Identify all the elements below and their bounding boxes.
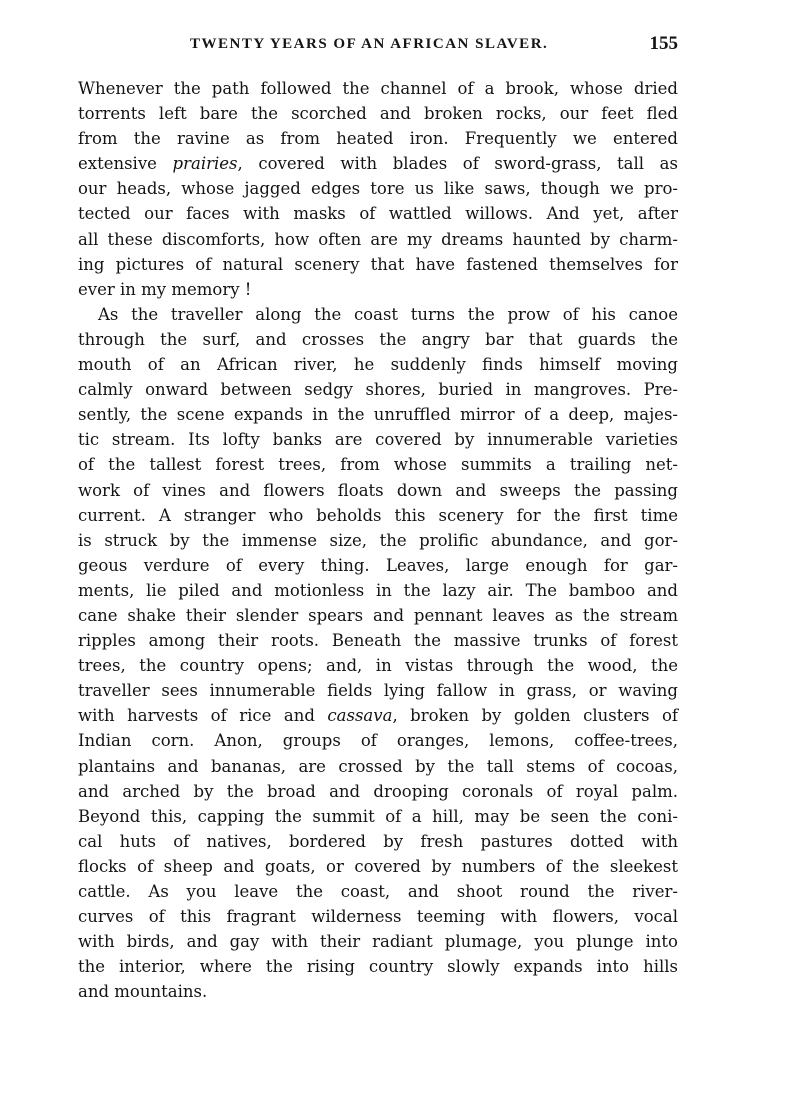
text-run: sently, the scene expands in the unruffled mirror of a deep, majes- [78,405,678,425]
text-run: trees, the country opens; and, in vistas through the wood, the [78,656,678,676]
text-run: cattle. As you leave the coast, and shoot round the river- [78,882,678,901]
text-line [78,979,678,1004]
text-line [78,728,678,753]
text-line [78,252,678,277]
text-run: , broken by golden clusters of [392,706,678,726]
text-line [78,854,678,879]
text-line [78,754,678,779]
text-line [78,302,678,327]
text-run: Whenever the path followed the channel of a brook, whose dried [78,79,678,98]
text-line [78,703,678,728]
text-run: ripples among their roots. Beneath the massive trunks of forest [78,631,678,651]
text-line [78,578,678,603]
text-run: ing pictures of natural scenery that have fastened themselves for [78,254,678,274]
text-run: with harvests of rice and [78,706,328,726]
text-line [78,126,678,151]
text-run: through the surf, and crosses the angry bar that guards the [78,329,678,349]
text-run: ments, lie piled and motionless in the lazy air. The bamboo and [78,580,678,600]
text-run: calmly onward between sedgy shores, buried in mangroves. Pre- [78,380,678,400]
text-run: current. A stranger who beholds this scenery for the first time [78,505,678,525]
text-run: and arched by the broad and drooping coronals of royal palm. [78,781,678,801]
text-line [78,879,678,904]
text-run: with birds, and gay with their radiant plumage, you plunge into [78,932,678,952]
text-run: cane shake their slender spears and pennant leaves as the stream [78,605,678,625]
text-run: our heads, whose jagged edges tore us like saws, though we pro- [78,179,678,199]
text-line [78,553,678,578]
text-run: curves of this fragrant wilderness teeming with flowers, vocal [78,907,678,927]
text-run: of the tallest forest trees, from whose summits a trailing net- [78,455,678,475]
italic-text: prairies [172,154,238,174]
text-line [78,452,678,477]
text-line [78,503,678,528]
text-run: As the traveller along the coast turns the prow of his canoe [98,304,678,324]
text-line [78,829,678,854]
italic-text: cassava [327,706,393,726]
text-line [78,904,678,929]
paragraph [78,302,678,1005]
text-line [78,779,678,804]
text-run: torrents left bare the scorched and broken rocks, our feet fled [78,104,678,124]
text-line [78,76,678,101]
text-line [78,427,678,452]
text-run: work of vines and flowers floats down and sweeps the passing [78,480,678,500]
text-line [78,528,678,553]
text-run: and mountains. [78,982,208,1002]
text-run: the interior, where the rising country slowly expands into hills [78,957,678,977]
text-run: is struck by the immense size, the prolific abundance, and gor- [78,530,678,550]
text-line [78,352,678,377]
text-line [78,227,678,252]
paragraph [78,76,678,302]
text-line [78,954,678,979]
text-line [78,653,678,678]
text-run: cal huts of natives, bordered by fresh pastures dotted with [78,831,678,851]
running-header [78,33,678,60]
text-line [78,377,678,402]
text-run: from the ravine as from heated iron. Frequently we entered [78,129,678,149]
text-run: extensive [78,154,173,174]
text-run: traveller sees innumerable fields lying fallow in grass, or waving [78,681,678,701]
text-line [78,176,678,201]
text-line [78,201,678,226]
text-line [78,478,678,503]
text-run: , covered with blades of sword-grass, tall as [237,154,678,174]
text-run: all these discomforts, how often are my dreams haunted by charm- [78,229,678,249]
text-run: ever in my memory ! [78,279,252,299]
text-run: Indian corn. Anon, groups of oranges, lemons, coffee-trees, [78,731,678,751]
running-title: TWENTY YEARS OF AN AFRICAN SLAVER. [190,36,549,52]
text-line [78,929,678,954]
text-run: plantains and bananas, are crossed by the tall stems of cocoas, [78,756,678,776]
page-number: 155 [649,33,678,54]
text-line [78,277,678,302]
text-run: flocks of sheep and goats, or covered by numbers of the sleekest [78,856,678,876]
text-line [78,804,678,829]
text-line [78,327,678,352]
text-line [78,402,678,427]
text-run: Beyond this, capping the summit of a hill, may be seen the coni- [78,806,678,826]
body-text [78,76,678,1004]
text-run: tic stream. Its lofty banks are covered by innumerable varieties [78,430,678,450]
text-run: mouth of an African river, he suddenly finds himself moving [78,355,678,375]
text-line [78,678,678,703]
text-run: geous verdure of every thing. Leaves, large enough for gar- [78,555,678,575]
text-line [78,628,678,653]
text-line [78,151,678,176]
text-line [78,603,678,628]
text-line [78,101,678,126]
text-run: tected our faces with masks of wattled willows. And yet, after [78,204,678,224]
